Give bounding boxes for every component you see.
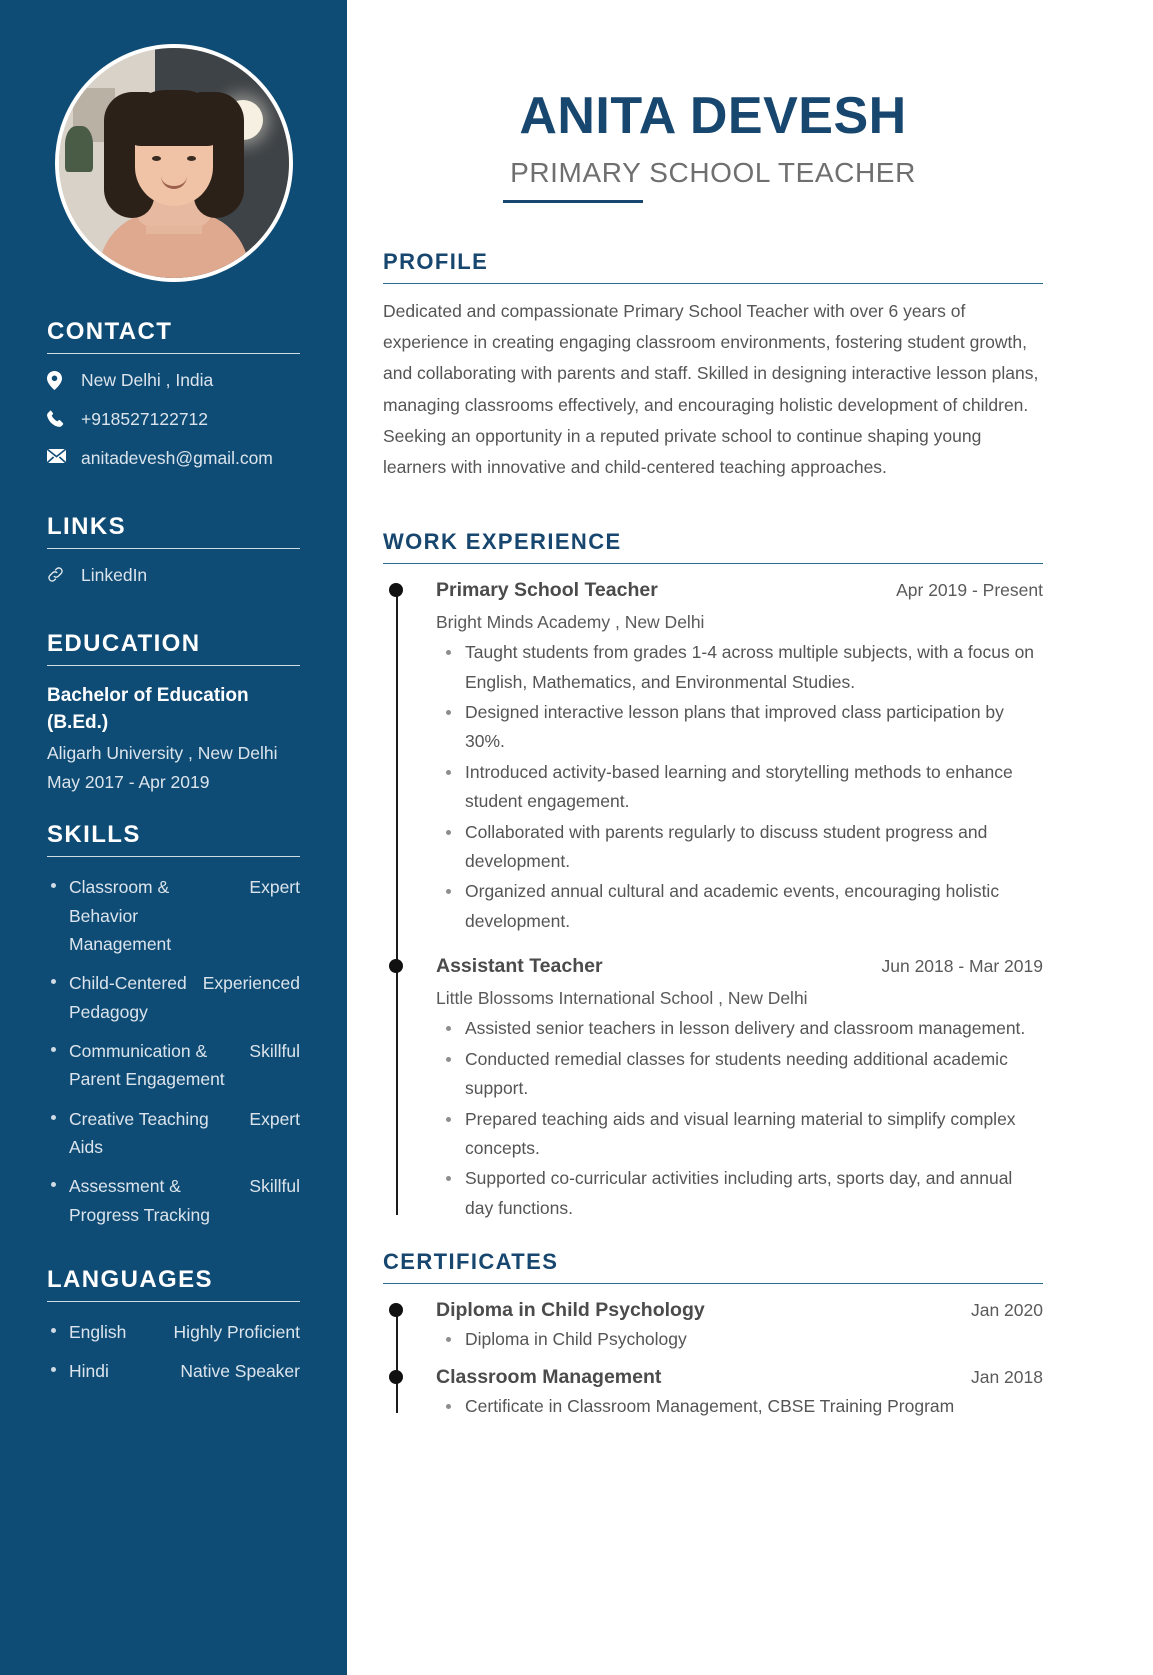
work-entry-header — [436, 576, 1043, 605]
work-job-title: Assistant Teacher — [436, 955, 603, 978]
certificates-heading: CERTIFICATES — [383, 1249, 559, 1275]
avatar — [55, 44, 293, 282]
timeline-line — [396, 1308, 398, 1413]
list-item — [47, 969, 300, 1026]
list-item: Taught students from grades 1-4 across multiple subjects, with a focus on English, Mathematics, and Environmental Studies. — [436, 638, 1043, 697]
certificates-section — [383, 1249, 1043, 1421]
work-timeline — [383, 576, 1043, 1223]
skill-name: Communication & Parent Engagement — [69, 1041, 225, 1090]
job-subtitle — [383, 157, 1043, 203]
skills-divider — [47, 856, 300, 857]
education-section — [0, 604, 347, 796]
work-job-bullets — [436, 638, 1043, 936]
languages-divider — [47, 1301, 300, 1302]
list-item: Collaborated with parents regularly to discuss student progress and development. — [436, 818, 1043, 877]
skills-section — [0, 795, 347, 1229]
skill-name: Creative Teaching Aids — [69, 1108, 209, 1158]
languages-list — [47, 1318, 300, 1385]
timeline-dot-icon — [389, 1370, 403, 1384]
certificate-entry — [436, 1296, 1043, 1355]
certificates-divider — [383, 1283, 1043, 1284]
envelope-icon — [47, 448, 81, 463]
list-item — [47, 873, 300, 958]
list-item — [47, 1037, 300, 1094]
profile-text: Dedicated and compassionate Primary School Teacher with over 6 years of experience in creating engaging classroom environments, fostering student growth, and collaborating with parents and staff. Skilled in designing interactive lesson plans, managing classrooms effectively, and encouraging holistic development of children. Seeking an opportunity in a reputed private school to continue shaping young learners with innovative and child-centered teaching approaches. — [383, 301, 1039, 477]
contact-divider — [47, 353, 300, 354]
education-entry — [47, 682, 300, 796]
education-heading: EDUCATION — [47, 629, 201, 657]
list-item: Supported co-curricular activities including arts, sports day, and annual day functions. — [436, 1164, 1043, 1223]
links-divider — [47, 548, 300, 549]
certificate-date: Jan 2018 — [970, 1366, 1043, 1387]
skills-heading: SKILLS — [47, 821, 141, 849]
links-section — [0, 487, 347, 587]
skill-level: Expert — [249, 877, 300, 898]
languages-heading: LANGUAGES — [47, 1266, 213, 1294]
contact-section — [0, 292, 347, 470]
certificate-entry-header — [436, 1296, 1043, 1325]
skill-name: Classroom & Behavior Management — [69, 877, 172, 955]
skill-name: Child-Centered Pedagogy — [69, 973, 187, 1022]
contact-item-email — [47, 448, 300, 470]
work-experience-divider — [383, 563, 1043, 564]
work-entry-header — [436, 952, 1043, 981]
links-heading: LINKS — [47, 512, 126, 540]
certificate-entry-header — [436, 1363, 1043, 1392]
list-item: Certificate in Classroom Management, CBSE Training Program — [436, 1392, 1043, 1421]
list-item: Designed interactive lesson plans that improved class participation by 30%. — [436, 698, 1043, 757]
work-job-organization: Bright Minds Academy , New Delhi — [436, 612, 705, 633]
work-entry — [436, 576, 1043, 936]
contact-item-location — [47, 370, 300, 392]
sidebar — [0, 0, 347, 1675]
contact-heading: CONTACT — [47, 318, 173, 345]
list-item — [47, 1357, 300, 1385]
list-item: Prepared teaching aids and visual learning material to simplify complex concepts. — [436, 1105, 1043, 1164]
link-item-linkedin[interactable] — [47, 565, 300, 587]
list-item — [47, 1172, 300, 1229]
certificate-bullets — [436, 1392, 1043, 1421]
work-job-bullets — [436, 1014, 1043, 1223]
skill-level: Expert — [249, 1108, 300, 1129]
certificates-timeline — [383, 1296, 1043, 1421]
language-name: English — [69, 1322, 127, 1343]
contact-email-value: anitadevesh@gmail.com — [81, 447, 273, 468]
language-name: Hindi — [69, 1361, 109, 1382]
education-divider — [47, 665, 300, 666]
language-level: Highly Proficient — [173, 1322, 300, 1343]
contact-location-value: New Delhi , India — [81, 370, 214, 390]
education-dates: May 2017 - Apr 2019 — [47, 771, 210, 792]
list-item: Introduced activity-based learning and storytelling methods to enhance student engagement. — [436, 758, 1043, 817]
work-experience-heading: WORK EXPERIENCE — [383, 529, 622, 555]
certificate-entry — [436, 1363, 1043, 1422]
skill-level: Experienced — [202, 973, 300, 994]
timeline-dot-icon — [389, 583, 403, 597]
education-school: Aligarh University , New Delhi — [47, 742, 278, 763]
skills-list — [47, 873, 300, 1229]
list-item: Assisted senior teachers in lesson delivery and classroom management. — [436, 1014, 1043, 1043]
skill-name: Assessment & Progress Tracking — [69, 1176, 211, 1225]
certificate-bullets — [436, 1325, 1043, 1354]
link-label-linkedin: LinkedIn — [81, 564, 148, 585]
profile-divider — [383, 283, 1043, 284]
timeline-dot-icon — [389, 959, 403, 973]
certificate-title: Classroom Management — [436, 1365, 662, 1388]
timeline-dot-icon — [389, 1303, 403, 1317]
location-pin-icon — [47, 370, 81, 390]
title-underline — [503, 200, 643, 203]
skill-level: Skillful — [249, 1176, 300, 1197]
work-job-organization: Little Blossoms International School , New Delhi — [436, 988, 808, 1009]
certificate-date: Jan 2020 — [970, 1300, 1043, 1321]
education-degree: Bachelor of Education (B.Ed.) — [47, 684, 249, 734]
list-item — [47, 1318, 300, 1346]
link-icon — [47, 565, 81, 583]
languages-section — [0, 1240, 347, 1385]
list-item: Diploma in Child Psychology — [436, 1325, 1043, 1354]
profile-photo-wrap — [0, 0, 347, 292]
profile-section — [383, 249, 1043, 483]
job-subtitle-text: PRIMARY SCHOOL TEACHER — [510, 157, 916, 189]
certificate-title: Diploma in Child Psychology — [436, 1299, 705, 1322]
skill-level: Skillful — [249, 1041, 300, 1062]
profile-heading: PROFILE — [383, 249, 489, 275]
list-item: Conducted remedial classes for students needing additional academic support. — [436, 1045, 1043, 1104]
language-level: Native Speaker — [180, 1361, 300, 1382]
list-item: Organized annual cultural and academic events, encouraging holistic development. — [436, 877, 1043, 936]
timeline-line — [396, 588, 398, 1215]
work-job-title: Primary School Teacher — [436, 579, 658, 602]
work-job-date: Apr 2019 - Present — [896, 580, 1043, 601]
work-experience-section — [383, 529, 1043, 1223]
contact-phone-value: +918527122712 — [81, 408, 209, 429]
phone-icon — [47, 409, 81, 427]
main-content — [347, 0, 1153, 1675]
list-item — [47, 1105, 300, 1162]
page-title: ANITA DEVESH — [519, 87, 907, 145]
work-entry — [436, 952, 1043, 1223]
work-job-date: Jun 2018 - Mar 2019 — [881, 956, 1043, 977]
contact-item-phone — [47, 409, 300, 431]
